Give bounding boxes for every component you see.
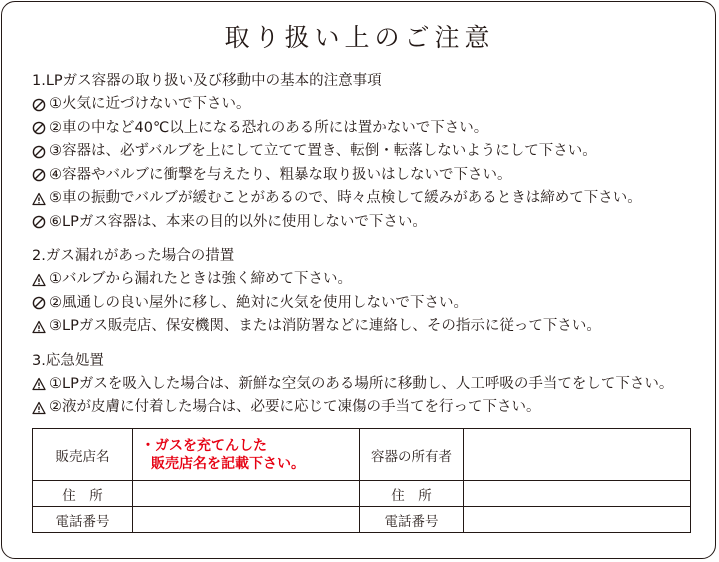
warning-icon [32, 320, 46, 334]
prohibition-icon [32, 121, 46, 135]
table-row [33, 429, 691, 481]
address-label: 住 所 [33, 481, 133, 507]
section-first-aid [32, 350, 702, 420]
prohibition-icon [32, 145, 46, 159]
item-text: ④容器やバルブに衝撃を与えたり、粗暴な取り扱いはしないで下さい。 [49, 166, 512, 183]
list-item [32, 292, 702, 316]
owner-phone-field[interactable] [464, 507, 691, 533]
warning-icon [32, 273, 46, 287]
warning-icon [32, 401, 46, 415]
list-item [32, 187, 702, 211]
item-text: ②車の中など40℃以上になる恐れのある所には置かないで下さい。 [49, 119, 489, 136]
page-title: 取り扱い上のご注意 [224, 23, 495, 52]
item-text: ②液が皮膚に付着した場合は、必要に応じて凍傷の手当てを行って下さい。 [49, 399, 541, 415]
seller-note-line1: ・ガスを充てんした [141, 437, 267, 454]
owner-address-label: 住 所 [360, 481, 464, 507]
prohibition-icon [32, 98, 46, 112]
contact-table [32, 428, 691, 533]
list-item [32, 140, 702, 164]
seller-address-field[interactable] [133, 481, 360, 507]
warning-icon [32, 192, 46, 206]
item-text: ②風通しの良い屋外に移し、絶対に火気を使用しないで下さい。 [49, 294, 468, 311]
item-text: ⑤車の振動でバルブが緩むことがあるので、時々点検して緩みがあるときは締めて下さい。 [49, 190, 642, 206]
section-gas-leak [32, 245, 702, 339]
list-item [32, 396, 702, 420]
list-item [32, 315, 702, 339]
owner-address-field[interactable] [464, 481, 691, 507]
list-item [32, 93, 702, 117]
item-text: ①火気に近づけないで下さい。 [49, 96, 251, 112]
prohibition-icon [32, 296, 46, 310]
section-heading: 2.ガス漏れがあった場合の措置 [32, 248, 235, 264]
list-item [32, 268, 702, 292]
section-heading: 3.応急処置 [32, 352, 104, 369]
seller-note [133, 429, 360, 481]
section-basic [32, 70, 702, 234]
caution-content [32, 70, 702, 420]
item-text: ⑥LPガス容器は、本来の目的以外に使用しないで下さい。 [49, 213, 427, 230]
table-row [33, 507, 691, 533]
item-text: ①LPガスを吸入した場合は、新鮮な空気のある場所に移動し、人工呼吸の手当てをして下さい。 [49, 375, 674, 392]
owner-label: 容器の所有者 [360, 429, 464, 481]
seller-label: 販売店名 [33, 429, 133, 481]
item-text: ③容器は、必ずバルブを上にして立てて置き、転倒・転落しないようにして下さい。 [49, 143, 597, 159]
seller-note-line2: 販売店名を記載下さい。 [151, 455, 305, 472]
table-row [33, 481, 691, 507]
list-item [32, 164, 702, 188]
seller-phone-field[interactable] [133, 507, 360, 533]
warning-icon [32, 377, 46, 391]
section-heading: 1.LPガス容器の取り扱い及び移動中の基本的注意事項 [32, 73, 382, 89]
list-item [32, 211, 702, 235]
prohibition-icon [32, 168, 46, 182]
owner-value-field[interactable] [464, 429, 691, 481]
item-text: ③LPガス販売店、保安機関、または消防署などに連絡し、その指示に従って下さい。 [49, 318, 601, 334]
list-item [32, 117, 702, 141]
phone-label: 電話番号 [33, 507, 133, 533]
owner-phone-label: 電話番号 [360, 507, 464, 533]
list-item [32, 373, 702, 397]
item-text: ①バルブから漏れたときは強く締めて下さい。 [49, 271, 352, 287]
prohibition-icon [32, 215, 46, 229]
